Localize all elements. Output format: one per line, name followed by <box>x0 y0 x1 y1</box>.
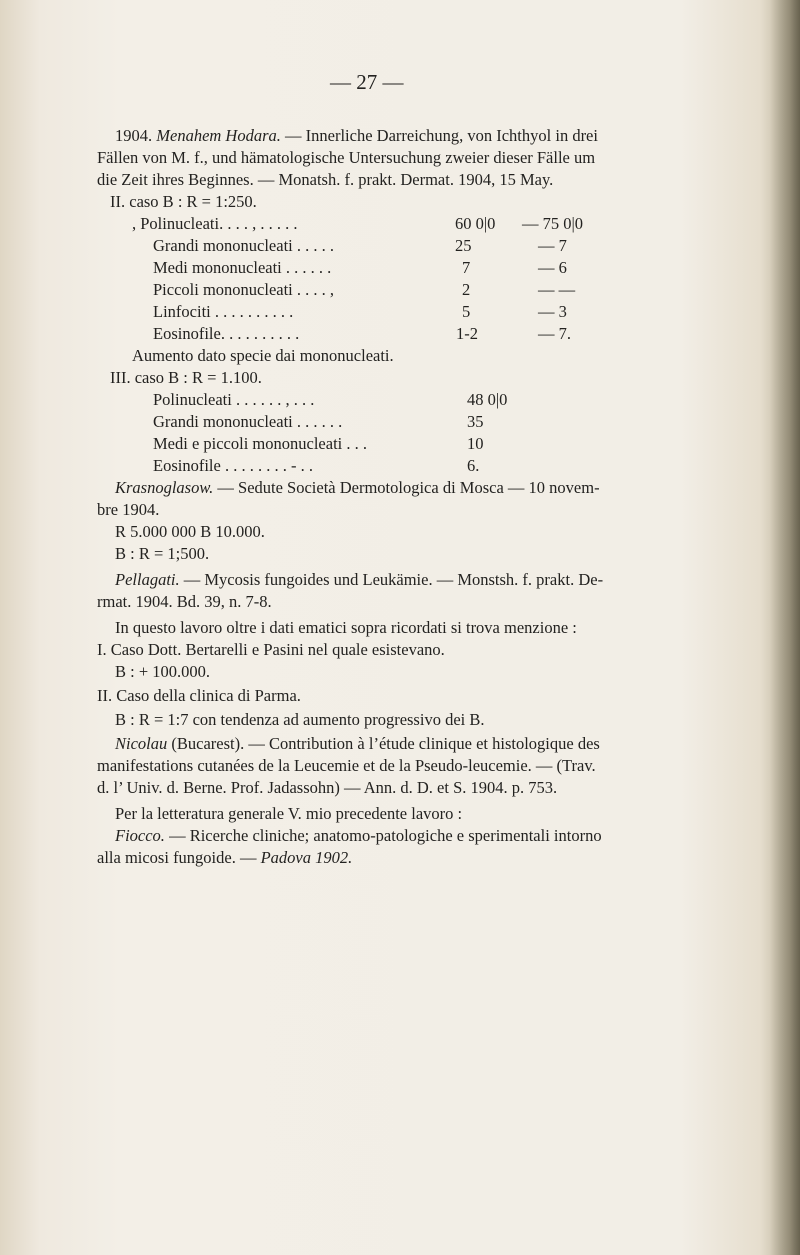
ref1-year: 1904. <box>115 126 153 145</box>
caso2-row-v1: 1-2 <box>456 324 478 343</box>
ref1-line3: die Zeit ihres Beginnes. — Monatsh. f. prakt. Dermat. 1904, 15 May. <box>97 170 554 189</box>
ref5-line2 <box>115 826 602 846</box>
caso3-row-label: Grandi mononucleati . . . . . . <box>153 412 343 431</box>
ref5-place-year: Padova 1902. <box>260 848 353 867</box>
caso2-row-v1: 5 <box>462 302 471 321</box>
ref4-author: Nicolau <box>115 734 168 753</box>
ref1-author: Menahem Hodara. <box>156 126 281 145</box>
caso2-row-v2: — 75 0|0 <box>522 214 584 233</box>
ref4-line2: manifestations cutanées de la Leucemie et de la Pseudo-leucemie. — (Trav. <box>97 756 596 775</box>
ref1-line2: Fällen von M. f., und hämatologische Untersuchung zweier dieser Fälle um <box>97 148 596 167</box>
caso2-row-v2: — — <box>538 280 576 299</box>
caso3-heading: III. caso B : R = 1.100. <box>110 368 262 387</box>
ref5-title-end: alla micosi fungoide. — <box>97 848 257 867</box>
caso2-row-v2: — 3 <box>538 302 567 321</box>
caso3-row-v1: 10 <box>467 434 484 453</box>
caso2-row-label: Piccoli mononucleati . . . . , <box>153 280 335 299</box>
caso2-row-v1: 25 <box>455 236 472 255</box>
ref2-line3: R 5.000 000 B 10.000. <box>115 522 265 541</box>
ref3-line3: In questo lavoro oltre i dati ematici sopra ricordati si trova menzione : <box>115 618 577 637</box>
ref3-author: Pellagati. <box>115 570 180 589</box>
caso2-row-label: Linfociti . . . . . . . . . . <box>153 302 294 321</box>
caso2-row-label: Medi mononucleati . . . . . . <box>153 258 332 277</box>
page-number: — 27 — <box>330 70 404 94</box>
ref2-author: Krasnoglasow. <box>115 478 214 497</box>
caso2-row-label: Eosinofile. . . . . . . . . . <box>153 324 300 343</box>
ref3-line4: I. Caso Dott. Bertarelli e Pasini nel quale esistevano. <box>97 640 445 659</box>
ref2-title: — Sedute Società Dermotologica di Mosca — 10 novem- <box>217 478 600 497</box>
ref4-line1 <box>115 734 600 754</box>
caso3-row-label: Polinucleati . . . . . . , . . . <box>153 390 315 409</box>
caso2-row-label: , Polinucleati. . . . , . . . . . <box>132 214 298 233</box>
caso2-row-label: Grandi mononucleati . . . . . <box>153 236 335 255</box>
ref3-line7: B : R = 1:7 con tendenza ad aumento progressivo dei B. <box>115 710 485 729</box>
ref3-line2: rmat. 1904. Bd. 39, n. 7-8. <box>97 592 272 611</box>
ref3-line6: II. Caso della clinica di Parma. <box>97 686 301 705</box>
ref3-line1 <box>115 570 603 590</box>
ref3-title: — Mycosis fungoides und Leukämie. — Monstsh. f. prakt. De- <box>183 570 604 589</box>
ref2-line1 <box>115 478 600 498</box>
ref5-author: Fiocco. <box>115 826 165 845</box>
ref4-title: (Bucarest). — Contribution à l’étude clinique et histologique des <box>171 734 600 753</box>
caso3-row-v1: 35 <box>467 412 484 431</box>
ref2-line2: bre 1904. <box>97 500 160 519</box>
caso2-row-v2: — 6 <box>538 258 567 277</box>
ref5-title: — Ricerche cliniche; anatomo-patologiche e sperimentali intorno <box>169 826 602 845</box>
caso3-row-label: Medi e piccoli mononucleati . . . <box>153 434 367 453</box>
caso2-note: Aumento dato specie dai mononucleati. <box>132 346 394 365</box>
caso2-row-v1: 7 <box>462 258 471 277</box>
ref1-line1 <box>115 126 598 146</box>
ref2-line4: B : R = 1;500. <box>115 544 210 563</box>
ref3-line5: B : + 100.000. <box>115 662 211 681</box>
caso2-row-v1: 60 0|0 <box>455 214 496 233</box>
caso3-row-label: Eosinofile . . . . . . . . - . . <box>153 456 313 475</box>
caso2-row-v1: 2 <box>462 280 471 299</box>
ref4-line3: d. l’ Univ. d. Berne. Prof. Jadassohn) — Ann. d. D. et S. 1904. p. 753. <box>97 778 558 797</box>
caso2-row-v2: — 7. <box>538 324 571 343</box>
ref5-line1: Per la letteratura generale V. mio precedente lavoro : <box>115 804 463 823</box>
caso2-heading: II. caso B : R = 1:250. <box>110 192 257 211</box>
caso3-row-v1: 48 0|0 <box>467 390 508 409</box>
caso3-row-v1: 6. <box>467 456 480 475</box>
caso2-row-v2: — 7 <box>538 236 567 255</box>
ref1-title-start: — Innerliche Darreichung, von Ichthyol in drei <box>285 126 598 145</box>
page-edge-shadow <box>770 0 800 1255</box>
ref5-line3 <box>97 848 352 868</box>
